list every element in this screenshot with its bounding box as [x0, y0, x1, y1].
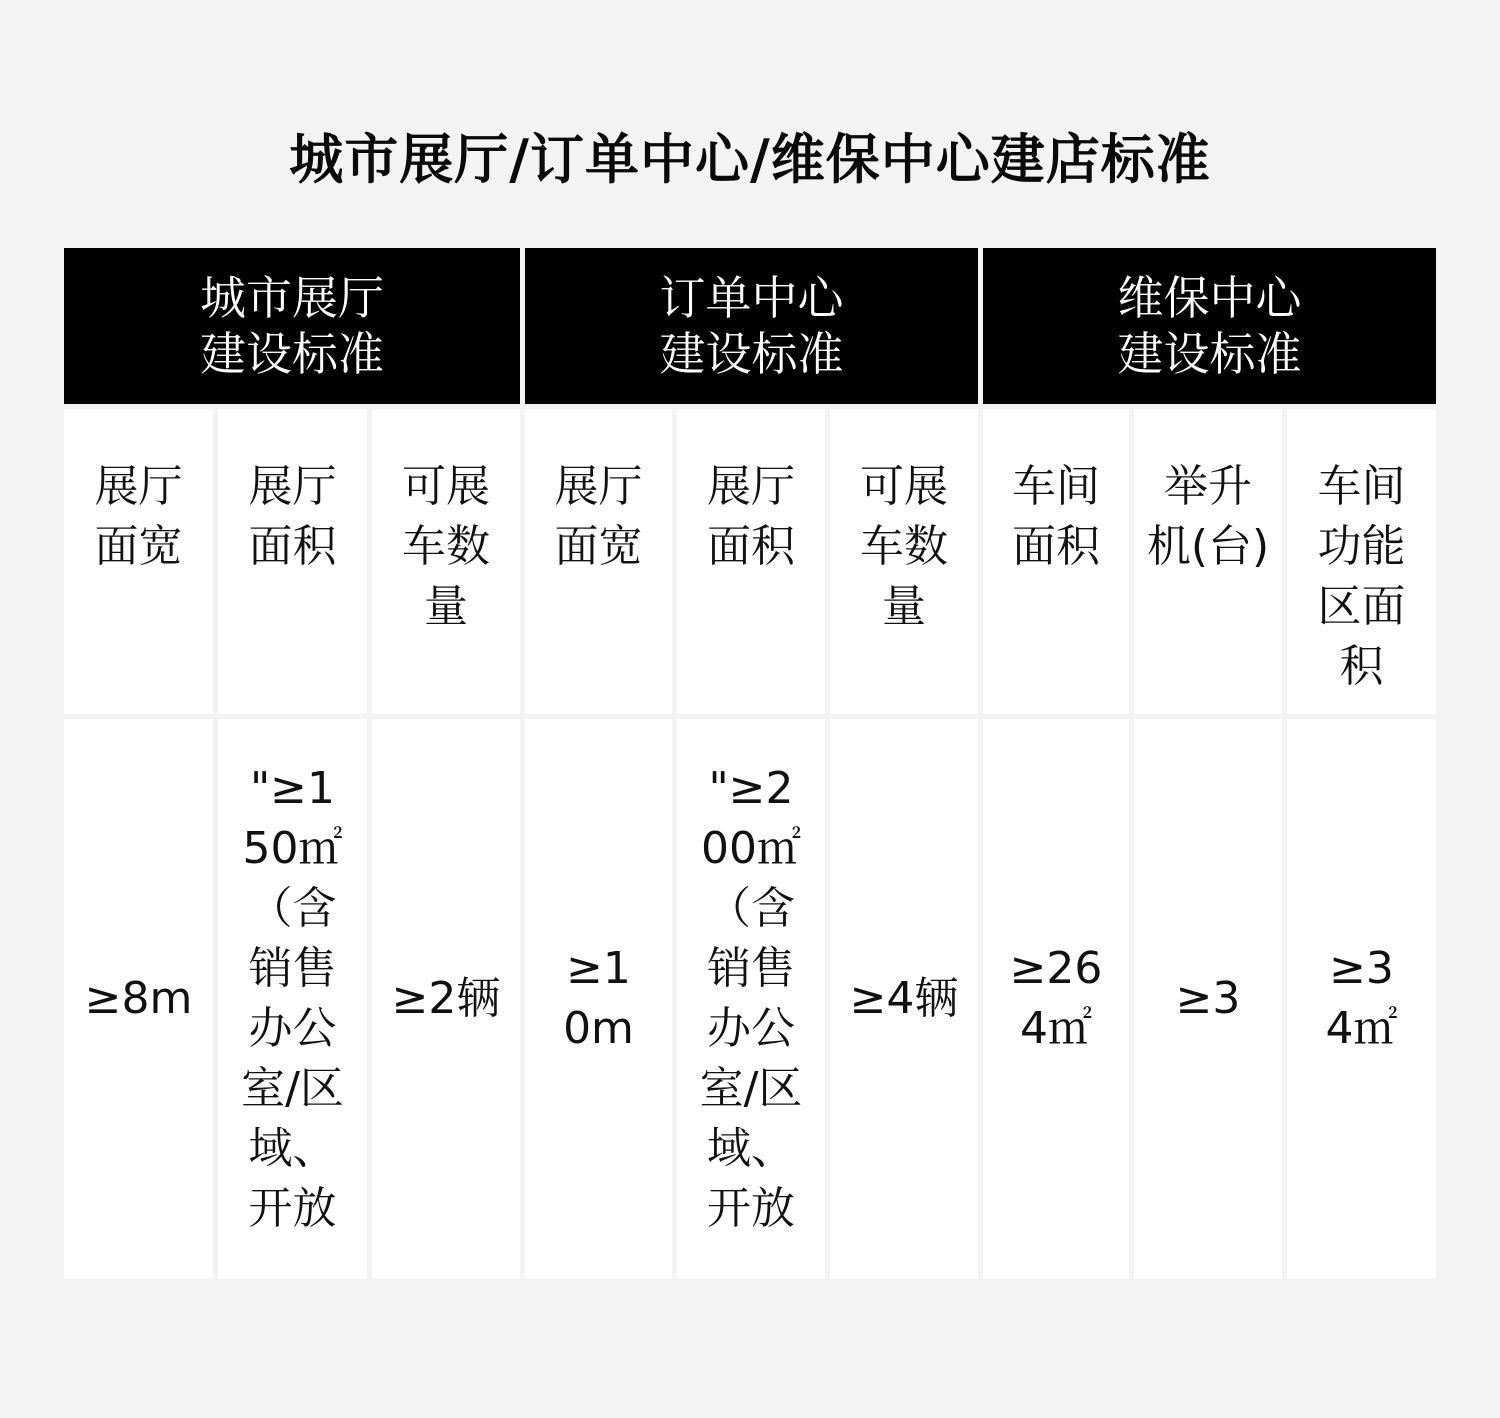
column-header-label: 展厅面宽 [94, 461, 183, 572]
column-header [372, 409, 520, 714]
standards-table-container [64, 248, 1436, 1279]
column-header-label: 车间功能区面积 [1317, 461, 1406, 692]
column-header-label: 展厅面积 [707, 461, 795, 572]
value-cell [372, 719, 520, 1279]
column-header [1134, 409, 1282, 714]
column-header [1287, 409, 1436, 714]
column-header [677, 409, 825, 714]
value-cell [1134, 719, 1282, 1279]
column-header-label: 车间面积 [1012, 461, 1100, 572]
group-header-line: 建设标准 [659, 327, 844, 381]
value-text: ≥4辆 [849, 973, 959, 1024]
value-cell [218, 719, 367, 1279]
group-header-showroom [64, 248, 520, 404]
value-cell [983, 719, 1129, 1279]
value-text: ≥3 [1175, 973, 1241, 1024]
value-text: ≥264㎡ [1009, 943, 1103, 1054]
column-header-label: 展厅面积 [248, 461, 337, 572]
group-header-maintenance-center [983, 248, 1436, 404]
value-cell [677, 719, 825, 1279]
column-header [983, 409, 1129, 714]
standards-table [59, 243, 1441, 1284]
column-header [525, 409, 672, 714]
value-text: "≥200㎡（含销售办公室/区域、开放 [699, 763, 803, 1234]
value-cell [64, 719, 213, 1279]
value-text: ≥34㎡ [1325, 943, 1398, 1054]
group-header-row [64, 248, 1436, 404]
value-cell [525, 719, 672, 1279]
group-header-line: 建设标准 [200, 327, 384, 381]
column-header [830, 409, 978, 714]
group-header-line: 订单中心 [659, 271, 844, 325]
column-header [218, 409, 367, 714]
group-header-line: 维保中心 [1117, 271, 1302, 325]
value-text: ≥10m [563, 943, 634, 1054]
value-text: ≥8m [84, 973, 193, 1024]
group-header-line: 建设标准 [1117, 327, 1302, 381]
column-header-label: 展厅面宽 [554, 461, 643, 572]
column-header [64, 409, 213, 714]
value-cell [830, 719, 978, 1279]
column-header-label: 可展车数量 [402, 461, 490, 632]
column-header-label: 举升机(台) [1146, 461, 1270, 572]
column-header-row [64, 409, 1436, 714]
value-text: ≥2辆 [391, 973, 501, 1024]
column-header-label: 可展车数量 [860, 461, 948, 632]
group-header-line: 城市展厅 [200, 271, 384, 325]
value-text: "≥150㎡（含销售办公室/区域、开放 [241, 763, 344, 1234]
value-cell [1287, 719, 1436, 1279]
value-row [64, 719, 1436, 1279]
page-title: 城市展厅/订单中心/维保中心建店标准 [289, 128, 1211, 191]
group-header-order-center [525, 248, 978, 404]
